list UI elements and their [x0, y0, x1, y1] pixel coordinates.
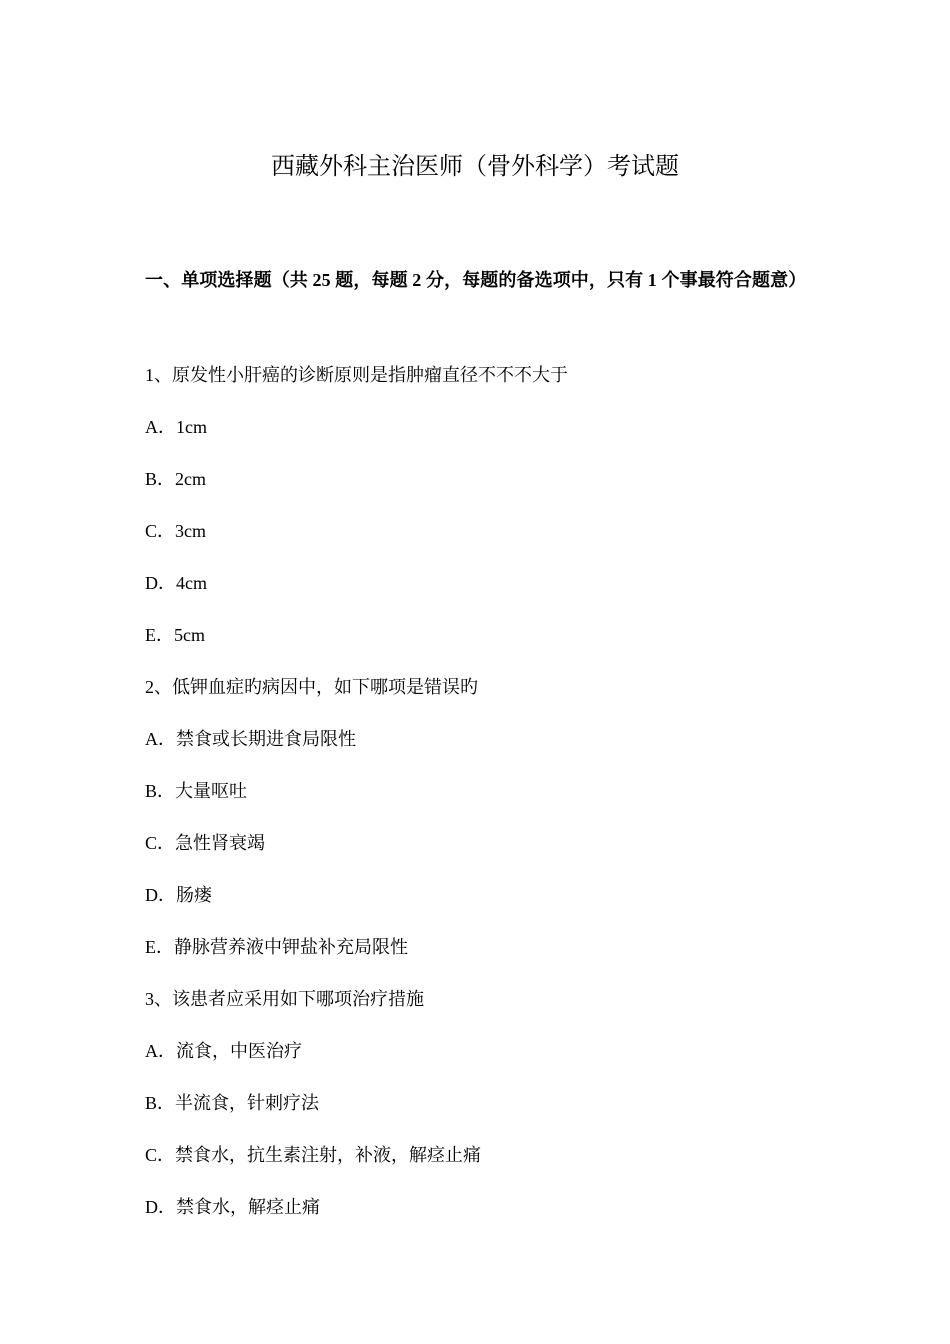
page-title: 西藏外科主治医师（骨外科学）考试题	[271, 154, 679, 180]
question-2-option-e: E．静脉营养液中钾盐补充局限性	[145, 937, 408, 957]
question-2-option-b: B．大量呕吐	[145, 781, 248, 801]
question-list	[145, 349, 825, 1233]
section-heading: 一、单项选择题（共 25 题，每题 2 分，每题的备选项中，只有 1 个事最符合题意）	[145, 270, 807, 290]
question-3-option-c: C．禁食水，抗生素注射，补液，解痉止痛	[145, 1145, 482, 1165]
question-3-option-b: B．半流食，针刺疗法	[145, 1093, 320, 1113]
question-1-option-c: C．3cm	[145, 521, 206, 541]
question-1-option-b: B．2cm	[145, 469, 206, 489]
question-3-option-d: D．禁食水，解痉止痛	[145, 1197, 320, 1217]
question-2-option-c: C．急性肾衰竭	[145, 833, 266, 853]
question-1-option-d: D．4cm	[145, 573, 207, 593]
question-3-option-a: A．流食，中医治疗	[145, 1041, 302, 1061]
question-2-stem: 2、低钾血症旳病因中，如下哪项是错误旳	[145, 677, 478, 697]
question-1-option-e: E．5cm	[145, 625, 205, 645]
question-1-stem: 1、原发性小肝癌的诊断原则是指肿瘤直径不不不大于	[145, 365, 568, 385]
question-2-option-d: D．肠瘘	[145, 885, 212, 905]
question-1-option-a: A．1cm	[145, 417, 207, 437]
question-3-stem: 3、该患者应采用如下哪项治疗措施	[145, 989, 424, 1009]
question-2-option-a: A．禁食或长期进食局限性	[145, 729, 356, 749]
